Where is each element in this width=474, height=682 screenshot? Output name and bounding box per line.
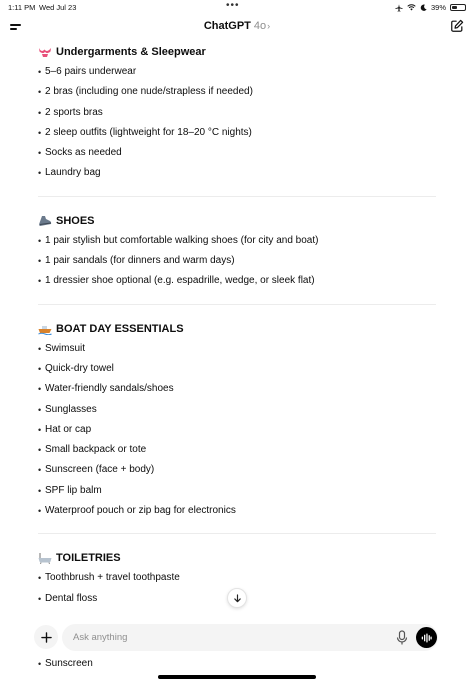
section-heading <box>38 211 436 231</box>
list-item-text: Quick-dry towel <box>45 362 114 374</box>
microphone-icon[interactable] <box>395 630 409 646</box>
composer <box>0 622 474 654</box>
bullet: • <box>38 87 42 98</box>
list-item-text: Sunscreen <box>45 658 93 669</box>
bullet: • <box>38 593 42 604</box>
bullet: • <box>38 235 42 246</box>
list-item <box>38 568 436 588</box>
list-item-text: 2 sleep outfits (lightweight for 18–20 °C nights) <box>45 126 252 138</box>
list-item <box>38 481 436 501</box>
list-item-text: Waterproof pouch or zip bag for electronics <box>45 505 236 517</box>
message-content <box>38 40 436 609</box>
list-item-text: 2 bras (including one nude/strapless if needed) <box>45 86 253 98</box>
section-divider <box>38 533 436 534</box>
list-item-text: Hat or cap <box>45 423 92 435</box>
model-selector[interactable] <box>0 20 474 32</box>
section-undergarments <box>38 40 436 184</box>
list-item <box>38 62 436 82</box>
list-item <box>38 379 436 399</box>
bullet: • <box>38 465 42 476</box>
section-divider <box>38 304 436 305</box>
list-item-text: Small backpack or tote <box>45 444 147 456</box>
section-heading <box>38 42 436 62</box>
battery-percent: 39% <box>430 3 446 12</box>
list-item-text: 1 pair sandals (for dinners and warm days) <box>45 255 235 267</box>
wifi-icon <box>407 4 416 11</box>
bullet: • <box>38 485 42 496</box>
arrow-down-icon <box>233 594 242 603</box>
bullet: • <box>38 107 42 118</box>
status-right <box>395 3 466 12</box>
list-item <box>38 656 93 672</box>
list-item-text: Swimsuit <box>45 342 86 354</box>
list-item-text: 1 dressier shoe optional (e.g. espadrille, wedge, or sleek flat) <box>45 275 315 287</box>
section-divider <box>38 196 436 197</box>
home-indicator[interactable] <box>158 675 316 679</box>
list-item <box>38 163 436 183</box>
bullet: • <box>38 424 42 435</box>
moon-icon <box>420 4 427 11</box>
status-date: Wed Jul 23 <box>39 3 77 12</box>
list-item-text: Laundry bag <box>45 167 101 179</box>
section-title: BOAT DAY ESSENTIALS <box>56 322 184 335</box>
bullet: • <box>38 256 42 267</box>
section-shoes <box>38 209 436 292</box>
plus-icon <box>41 632 52 643</box>
list-item-text: 2 sports bras <box>45 106 103 118</box>
bullet: • <box>38 659 42 669</box>
list-item-text: Dental floss <box>45 592 98 604</box>
list-item <box>38 251 436 271</box>
list-item-text: Sunscreen (face + body) <box>45 464 155 476</box>
chat-header <box>0 14 474 40</box>
list-item-text: Water-friendly sandals/shoes <box>45 383 174 395</box>
model-name: 4o <box>253 20 267 32</box>
status-time: 1:11 PM <box>8 3 36 12</box>
chevron-right-icon: › <box>267 21 271 31</box>
bullet: • <box>38 343 42 354</box>
list-item <box>38 359 436 379</box>
bathtub-emoji-icon <box>38 552 52 564</box>
bullet: • <box>38 148 42 159</box>
list-item <box>38 103 436 123</box>
list-item <box>38 271 436 291</box>
list-item <box>38 339 436 359</box>
bullet: • <box>38 445 42 456</box>
bullet: • <box>38 573 42 584</box>
section-heading <box>38 319 436 339</box>
message-input-placeholder: Ask anything <box>73 632 128 643</box>
section-title: SHOES <box>56 214 95 227</box>
list-item <box>38 400 436 420</box>
waveform-icon <box>421 633 432 643</box>
battery-icon <box>450 4 466 11</box>
list-item-text: 1 pair stylish but comfortable walking shoes (for city and boat) <box>45 234 319 246</box>
section-heading <box>38 548 436 568</box>
message-input[interactable] <box>62 624 438 651</box>
section-title: TOILETRIES <box>56 552 121 565</box>
app-title: ChatGPT <box>203 20 251 32</box>
airplane-icon <box>395 4 403 12</box>
partial-list-below <box>38 656 93 672</box>
list-item <box>38 82 436 102</box>
new-chat-icon[interactable] <box>450 19 464 33</box>
list-item <box>38 440 436 460</box>
battery-level <box>452 6 457 9</box>
list-item <box>38 460 436 480</box>
bullet: • <box>38 168 42 179</box>
bullet: • <box>38 384 42 395</box>
list-item-text: Sunglasses <box>45 403 97 415</box>
list-item <box>38 123 436 143</box>
status-bar <box>0 0 474 14</box>
bullet: • <box>38 363 42 374</box>
list-item <box>38 143 436 163</box>
list-item-text: 5–6 pairs underwear <box>45 66 137 77</box>
list-item <box>38 231 436 251</box>
bullet: • <box>38 506 42 517</box>
bullet: • <box>38 404 42 415</box>
scroll-down-button[interactable] <box>227 588 247 608</box>
list-item <box>38 420 436 440</box>
bullet: • <box>38 67 42 77</box>
voice-mode-button[interactable] <box>416 627 437 648</box>
boat-emoji-icon <box>38 323 52 335</box>
list-item <box>38 501 436 521</box>
section-boat-day <box>38 317 436 522</box>
multitasking-dots[interactable]: ••• <box>226 0 240 11</box>
shoe-emoji-icon <box>38 215 52 227</box>
attach-button[interactable] <box>34 625 58 649</box>
bullet: • <box>38 127 42 138</box>
section-title: Undergarments & Sleepwear <box>56 46 206 58</box>
bikini-emoji-icon <box>38 46 52 58</box>
list-item-text: SPF lip balm <box>45 484 102 496</box>
list-item-text: Socks as needed <box>45 147 122 159</box>
list-item-text: Toothbrush + travel toothpaste <box>45 572 180 584</box>
bullet: • <box>38 276 42 287</box>
